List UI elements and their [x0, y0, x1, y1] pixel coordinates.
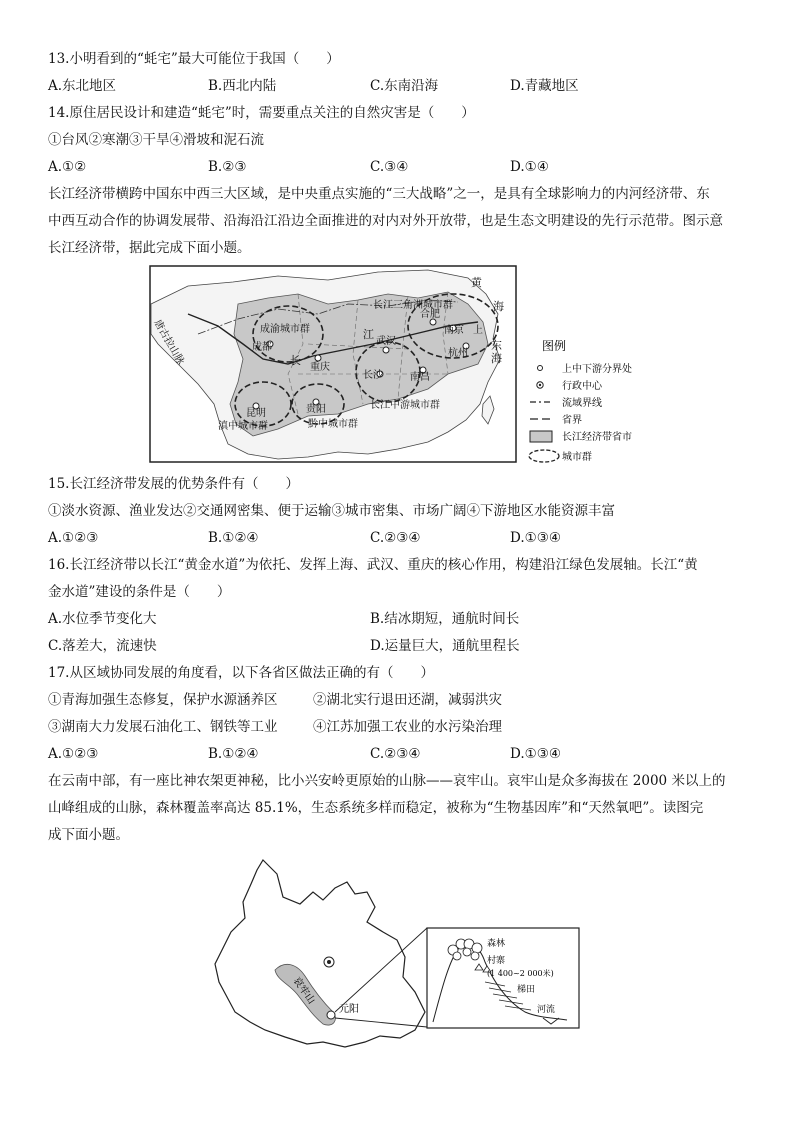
label-nanjing: 南京: [444, 325, 464, 336]
ailao-passage-line-2: 山峰组成的山脉，森林覆盖率高达 85.1%，生态系统多样而稳定，被称为“生物基因库”和“天然氧吧”。读图完: [48, 800, 704, 816]
q15-option-b[interactable]: B.①②④: [208, 530, 259, 546]
label-donghai-hai: 海: [491, 352, 502, 365]
label-ailaoshan: 哀牢山: [290, 975, 317, 1007]
q13-option-c[interactable]: C.东南沿海: [370, 78, 439, 94]
yangtze-passage-line-3: 长江经济带，据此完成下面小题。: [48, 240, 251, 256]
q14-option-d[interactable]: D.①④: [510, 159, 549, 175]
yuanyang-marker: [327, 1011, 335, 1019]
legend-item-4: 省界: [562, 415, 582, 426]
label-hai: 海: [493, 300, 504, 313]
label-changsha: 长沙: [363, 370, 383, 381]
q15-option-c[interactable]: C.②③④: [370, 530, 421, 546]
legend-boundary-point-icon: [538, 366, 543, 371]
legend-admin-center-dot: [539, 384, 541, 386]
label-heliu: 河流: [537, 1005, 556, 1015]
label-donghai-dong: 东: [491, 339, 502, 352]
label-dianzhong: 滇中城市群: [218, 421, 268, 432]
label-hefei: 合肥: [420, 309, 440, 320]
yangtze-passage-line-2: 中西互动合作的协调发展带、沿海沿江沿边全面推进的对内对外开放带，也是生态文明建设的先行示范带。图示意: [48, 213, 723, 229]
q16-stem-line-2: 金水道”建设的条件是（ ）: [48, 584, 231, 600]
q14-option-a[interactable]: A.①②: [48, 159, 87, 175]
q17-option-d[interactable]: D.①③④: [510, 746, 561, 762]
label-hangzhou: 杭州: [448, 348, 468, 359]
label-wuhan: 武汉: [376, 336, 396, 347]
q17-item-1: ①青海加强生态修复，保护水源涵养区: [48, 692, 278, 708]
q13-option-a[interactable]: A.东北地区: [48, 78, 117, 94]
label-huang: 黄: [471, 276, 482, 289]
label-cunzhai: 村寨: [487, 956, 506, 966]
label-titian: 梯田: [517, 985, 536, 995]
legend-title: 图例: [542, 339, 567, 353]
ailao-passage-line-1: 在云南中部，有一座比神农架更神秘，比小兴安岭更原始的山脉——哀牢山。哀牢山是众多海拔在 2000 米以上的: [48, 773, 726, 789]
legend-item-3: 流域界线: [562, 398, 602, 409]
q17-item-3: ③湖南大力发展石油化工、钢铁等工业: [48, 719, 278, 735]
label-chengyu-cluster: 成渝城市群: [260, 324, 310, 335]
q16-stem-line-1: 16.长江经济带以长江“黄金水道”为依托、发挥上海、武汉、重庆的核心作用，构建沿江绿色发展轴。长江“黄: [48, 557, 698, 573]
label-qianzhong: 黔中城市群: [308, 419, 358, 430]
label-nanchang: 南昌: [410, 372, 430, 383]
q13-option-b[interactable]: B.西北内陆: [208, 78, 277, 94]
q15-option-d[interactable]: D.①③④: [510, 530, 561, 546]
q14-items: ①台风②寒潮③干旱④滑坡和泥石流: [48, 132, 264, 148]
label-delta-cluster: 长江三角洲城市群: [373, 300, 453, 311]
label-jiang: 江: [363, 328, 374, 341]
q15-items: ①淡水资源、渔业发达②交通网密集、便于运输③城市密集、市场广阔④下游地区水能资源丰富: [48, 503, 615, 519]
q16-option-c[interactable]: C.落差大，流速快: [48, 638, 157, 654]
chongqing-marker: [315, 355, 321, 361]
q17-stem: 17.从区域协同发展的角度看，以下各省区做法正确的有（ ）: [48, 665, 434, 681]
q15-stem: 15.长江经济带发展的优势条件有（ ）: [48, 476, 299, 492]
map-legend: [529, 338, 632, 463]
label-tanggula: 唐古拉山脉: [151, 318, 186, 367]
label-chongqing: 重庆: [310, 362, 330, 373]
legend-belt-swatch: [530, 431, 552, 442]
yunnan-ailao-map-svg: [205, 852, 585, 1062]
q16-option-a[interactable]: A.水位季节变化大: [48, 611, 157, 627]
q17-option-c[interactable]: C.②③④: [370, 746, 421, 762]
label-senlin: 森林: [487, 939, 506, 949]
legend-city-cluster-icon: [529, 450, 559, 462]
yangtze-belt-map-svg: [148, 264, 648, 466]
legend-item-5: 长江经济带省市: [562, 432, 632, 443]
label-zhang: 长: [290, 354, 301, 367]
q15-option-a[interactable]: A.①②③: [48, 530, 99, 546]
wuhan-marker: [383, 347, 389, 353]
legend-item-6: 城市群: [562, 452, 592, 463]
q14-stem: 14.原住居民设计和建造“蚝宅”时，需要重点关注的自然灾害是（ ）: [48, 105, 475, 121]
q17-item-2: ②湖北实行退田还湖，减弱洪灾: [313, 692, 502, 708]
ailao-passage-line-3: 成下面小题。: [48, 827, 129, 843]
yangtze-belt-map: [148, 264, 648, 466]
label-yuanyang: 元阳: [339, 1004, 359, 1015]
label-mid-cluster: 长江中游城市群: [370, 400, 440, 411]
label-shanghai: 上: [473, 325, 483, 336]
q14-option-c[interactable]: C.③④: [370, 159, 409, 175]
yangtze-passage-line-1: 长江经济带横跨中国东中西三大区域，是中央重点实施的“三大战略”之一，是具有全球影响力的内河经济带、东: [48, 186, 710, 202]
q17-item-4: ④江苏加强工农业的水污染治理: [313, 719, 502, 735]
label-kunming: 昆明: [246, 408, 266, 419]
q14-option-b[interactable]: B.②③: [208, 159, 247, 175]
legend-item-2: 行政中心: [562, 381, 602, 392]
label-chengdu: 成都: [252, 342, 272, 353]
label-altitude: (1 400~2 000米): [487, 969, 554, 978]
q16-option-d[interactable]: D.运量巨大，通航里程长: [370, 638, 520, 654]
kunming-center-dot: [327, 960, 331, 964]
q17-option-a[interactable]: A.①②③: [48, 746, 99, 762]
q13-option-d[interactable]: D.青藏地区: [510, 78, 579, 94]
q17-option-b[interactable]: B.①②④: [208, 746, 259, 762]
q13-stem: 13.小明看到的“蚝宅”最大可能位于我国（ ）: [48, 51, 340, 67]
legend-item-1: 上中下游分界处: [562, 364, 632, 375]
yunnan-ailao-map: [205, 852, 585, 1062]
q16-option-b[interactable]: B.结冰期短，通航时间长: [370, 611, 520, 627]
label-guiyang: 贵阳: [306, 404, 326, 415]
